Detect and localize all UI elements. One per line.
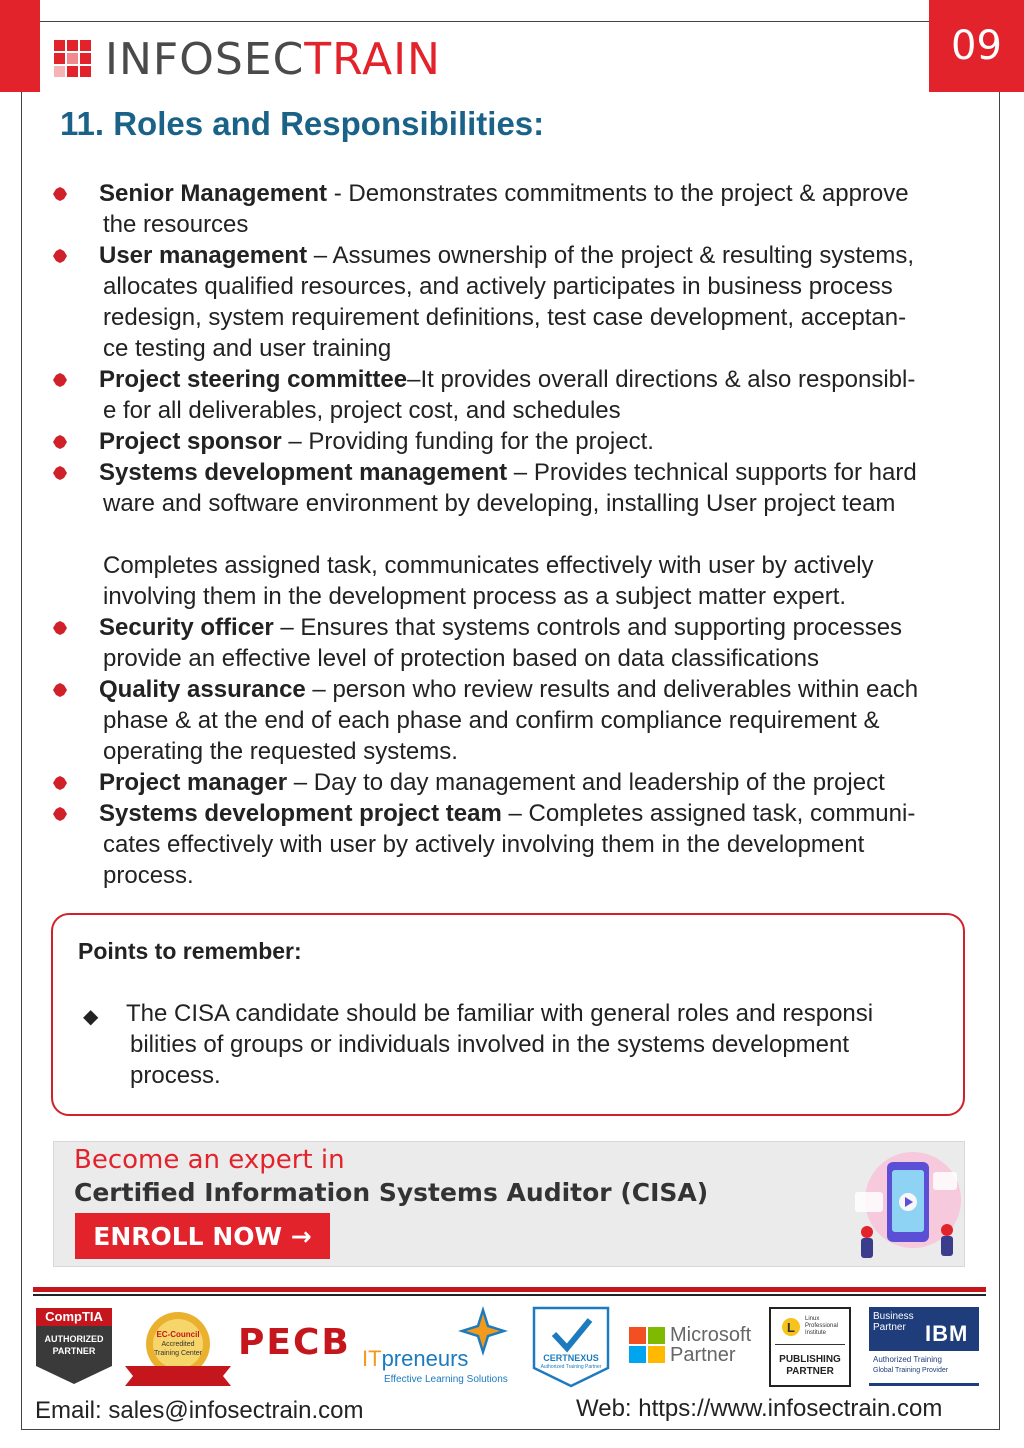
section-title: 11. Roles and Responsibilities: [60,105,545,142]
bullet-icon [53,435,67,449]
item-text: - Demonstrates commitments to the project & approve [327,180,909,207]
lpi-line1: Linux [805,1316,820,1322]
footer-rule-red [33,1287,986,1292]
ibm-underline [869,1383,979,1386]
comptia-sub2: PARTNER [52,1346,96,1356]
item-text: – Providing funding for the project. [281,428,654,455]
remember-line: bilities of groups or individuals involved in the systems development [130,1031,850,1058]
item-head: Systems development project team [99,800,502,827]
footer-rule-dark [33,1294,986,1296]
svg-text:L: L [787,1320,795,1335]
comptia-sub1: AUTHORIZED [44,1334,104,1344]
lpi-line3: Institute [805,1330,827,1336]
item-text: cates effectively with user by actively involving them in the development [103,831,865,858]
ibm-sub1: Authorized Training [873,1355,942,1364]
ibm-sub2: Global Training Provider [873,1367,949,1374]
list-item [0,240,1024,364]
bullet-icon [53,466,67,480]
itpreneurs-logo [362,1306,514,1388]
item-text: redesign, system requirement definitions, test case development, acceptan- [103,304,907,331]
banner-tagline: Become an expert in [74,1145,345,1175]
list-item [0,550,1024,612]
certnexus-logo [532,1306,610,1388]
item-text: operating the requested systems. [103,738,458,765]
bullet-icon [53,249,67,263]
item-head: Senior Management [99,180,328,207]
enroll-now-button[interactable]: ENROLL NOW → [75,1213,330,1259]
item-text: involving them in the development process as a subject matter expert. [103,583,847,610]
bullet-icon [53,683,67,697]
lpi-line2: Professional [805,1323,839,1329]
microsoft-partner-logo [629,1326,759,1366]
list-item [0,178,1024,240]
footer-website-link[interactable]: Web: https://www.infosectrain.com [576,1395,943,1422]
itpreneurs-name-it: IT [362,1346,382,1371]
item-text: ware and software environment by developing, installing User project team [103,490,896,517]
item-head: Quality assurance [99,676,306,703]
item-text: –It provides overall directions & also responsibl- [407,366,916,393]
remember-title: Points to remember: [78,938,302,964]
list-item [0,674,1024,767]
lpi-badge1: PUBLISHING [779,1354,841,1365]
bullet-icon [53,373,67,387]
item-text: – Day to day management and leadership of the project [287,769,885,796]
itpreneurs-tagline: Effective Learning Solutions [384,1374,508,1385]
roles-list [0,178,1024,891]
item-text: – Assumes ownership of the project & resulting systems, [307,242,915,269]
ec-council-sub1: Accredited [161,1341,195,1348]
ec-council-sub2: Training Center [154,1350,202,1357]
ibm-line1: Business [873,1311,914,1322]
item-head: Security officer [99,614,274,641]
brand-name-part1: INFOSEC [105,34,305,85]
item-head: Systems development management [99,459,508,486]
list-item [0,364,1024,426]
comptia-partner-logo [34,1306,114,1386]
banner-course-title: Certified Information Systems Auditor (CISA) [74,1178,709,1207]
item-text: phase & at the end of each phase and confirm compliance requirement & [103,707,880,734]
list-item [0,798,1024,891]
item-text: ce testing and user training [103,335,392,362]
footer-email-link[interactable]: Email: sales@infosectrain.com [35,1397,364,1424]
item-text: provide an effective level of protection based on data classifications [103,645,819,672]
item-text: the resources [103,211,249,238]
lpi-publishing-partner-logo [769,1307,851,1387]
certnexus-badge-icon [532,1306,610,1388]
bullet-icon [53,621,67,635]
banner-illustration-icon [835,1142,965,1266]
certnexus-name: CERTNEXUS [543,1353,599,1363]
ibm-logo: IBM [925,1321,969,1346]
page-number: 09 [929,0,1024,92]
list-spacer [0,519,1024,550]
microsoft-sub: Partner [670,1344,736,1366]
microsoft-windows-icon [629,1327,665,1363]
ibm-business-partner-logo [869,1307,979,1387]
remember-line: process. [130,1062,221,1089]
remember-text [126,998,873,1091]
diamond-bullet-icon: ◆ [83,1006,99,1028]
item-text: – person who review results and deliverables within each [305,676,919,703]
item-head: Project manager [99,769,288,796]
bullet-icon [53,187,67,201]
item-head: Project steering committee [99,366,408,393]
item-head: Project sponsor [99,428,282,455]
lpi-logo-icon [781,1317,801,1337]
lpi-badge2: PARTNER [786,1366,834,1377]
item-text: allocates qualified resources, and actively participates in business process [103,273,893,300]
list-item [0,426,1024,457]
certnexus-sub: Authorized Training Partner [540,1364,602,1370]
item-text: Completes assigned task, communicates effectively with user by actively [103,552,874,579]
pecb-logo: PECB [238,1322,351,1363]
bullet-icon [53,807,67,821]
brand-name-part2: TRAIN [304,34,441,85]
list-item [0,767,1024,798]
item-text: process. [103,862,194,889]
item-head: User management [99,242,308,269]
item-text: e for all deliverables, project cost, and schedules [103,397,621,424]
bullet-icon [53,776,67,790]
infosectrain-logo-icon [54,40,92,78]
item-text: – Completes assigned task, communi- [501,800,916,827]
ec-council-name: EC-Council [156,1330,200,1339]
item-text: – Ensures that systems controls and supporting processes [273,614,903,641]
corner-accent [0,0,40,92]
ec-council-seal-icon [123,1310,233,1386]
lpi-divider [775,1344,845,1345]
microsoft-name: Microsoft [670,1324,752,1346]
brand-name [105,34,441,85]
remember-line: The CISA candidate should be familiar with general roles and responsi [126,1000,874,1027]
ec-council-logo [123,1310,233,1386]
comptia-name: CompTIA [45,1309,103,1324]
ibm-line2: Partner [873,1322,906,1333]
item-text: – Provides technical supports for hard [507,459,917,486]
itpreneurs-name-rest: preneurs [381,1346,469,1371]
list-item [0,612,1024,674]
list-item [0,457,1024,519]
